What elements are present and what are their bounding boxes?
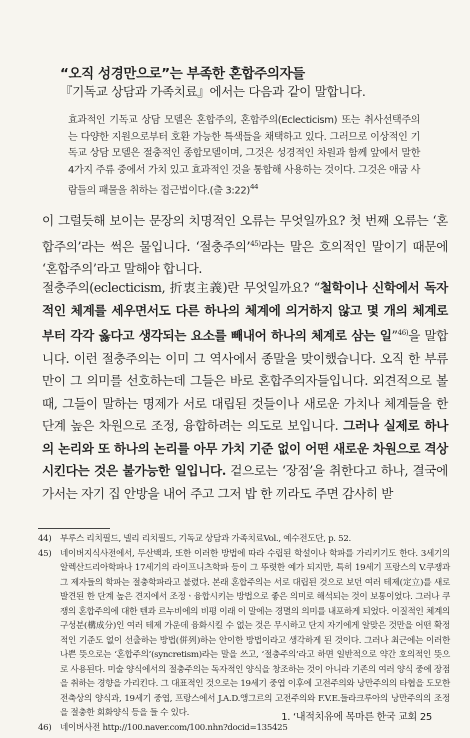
footnote-item (38, 547, 450, 721)
footnotes (38, 532, 450, 735)
para2-text-d: 을 말합니다. 이런 절충주의는 이미 그 역사에서 종말을 맞이했습니다. 오직 한 부류만이 그 의미를 선호하는데 그들은 바로 혼합주의자들입니다. 외견적으로 볼 때, 그들이 말하는 명제가 서로 대립된 것들이나 새로운 가치나 체계들을 한 단계 높은 차원으로 조정, 융합하려는 의도로 보입니다. (42, 328, 449, 434)
page-number: 25 (419, 712, 432, 723)
chapter-label: 1. ‘내적치유에 목마른 한국 교회 (281, 712, 417, 723)
para2-bold-statement: 그러나 실제로 하나의 논리와 또 하나의 논리를 아무 가치 기준 없이 어떤 새로운 차원으로 격상시킨다는 것은 불가능한 일입니다. (42, 418, 449, 479)
footnote-ref-45: 45) (250, 239, 261, 248)
footnote-text: 네이버지식사전에서, 두산백과, 또한 이러한 방법에 따라 수립된 학설이나 학파를 가리키기도 한다. 3세기의 알렉산드리아학파나 17세기의 라이프니츠학파 등이 그 뚜렷한 예가 되지만, 특히 19세기 프랑스의 V.쿠쟁과 그 제자들의 학파는 절충학파라고 불렸다. 본래 혼합주의는 서로 대립된 것으로 보던 여러 테제(定立)를 새로 발견된 한 단계 높은 견지에서 조정ㆍ융합시키는 방법으로 좋은 의미로 해석되는 것이 보통이었다. 그러나 쿠쟁의 혼합주의에 대한 텐과 르누비에의 비평 이래 이 말에는 경멸의 의미를 내포하게 되었다. 이질적인 체계의 구성분(構成分)인 여러 테제 가운데 융화시킬 수 없는 것은 무시하고 단지 자기에게 알맞은 것만을 어떤 확정적인 기준도 없이 선출하는 방법(併列)하는 안이한 방법이라고 생각하게 된 것이다. 그러나 최근에는 이러한 나쁜 뜻으로는 ‘혼합주의’(syncretism)라는 말을 쓰고, ‘절충주의’라고 하면 일반적으로 약간 호의적인 뜻으로 사용된다. 미술 양식에서의 절충주의는 독자적인 양식을 창조하는 것이 아니라 기존의 여러 양식 중에 장점을 취하는 경향을 가리킨다. 그 대표적인 것으로는 19세기 중엽 이후에 고전주의와 낭만주의의 타협을 도모한 전축상의 양식과, 19세기 중엽, 프랑스에서 J.A.D.앵그르의 고전주의와 F.V.E.들라크루아의 낭만주의의 조정을 절충한 회화양식 등을 들 수 있다. (60, 548, 451, 718)
footnote-number: 44) (38, 534, 52, 544)
intro-sentence: 『기독교 상담과 가족치료』에서는 다음과 같이 말합니다. (60, 84, 366, 99)
footnote-divider (38, 528, 110, 529)
footnote-number: 45) (38, 548, 52, 559)
para2-text-e: 겉으로는 ‘장점’을 취한다고 하나, 결국에 가서는 자기 집 안방을 내어 주고 그저 밥 한 끼라도 주면 감사히 받 (42, 463, 448, 501)
quote-text: 효과적인 기독교 상담 모델은 혼합주의, 혼합주의(Eclecticism) 또는 취사선택주의는 다양한 지원으로부터 호환 가능한 특색들을 채택하고 있다. 그러므로 이상적인 기독교 상담 모델은 절충적인 종합모델이며, 그것은 성경적인 차원과 함께 앞에서 말한 4가지 주류 중에서 가치 있고 효과적인 것을 통합해 사용하는 것이다. 그것은 애굽 사람들의 패물을 취하는 접근법이다.(출 3:22) (68, 115, 420, 197)
para2-text-a: 절충주의(eclecticism, 折衷主義)란 무엇일까요? “ (42, 280, 320, 295)
running-footer (281, 708, 432, 723)
footnote-item (38, 532, 450, 547)
footnote-ref-46: 46) (397, 329, 409, 337)
block-quote (68, 113, 420, 200)
para1-text-b: 라는 말은 호의적인 말이기 때문에 ‘혼합주의’라고 말해야 합니다. (42, 238, 449, 277)
footnote-text: 네이버사전 http://100.naver.com/100.nhn?docid=135425 (60, 722, 288, 733)
section-heading: “오직 성경만으로”는 부족한 혼합주의자들 (60, 66, 305, 82)
para2-close-quote: ” (391, 328, 398, 344)
quote-footnote-ref: 44 (249, 183, 259, 191)
para2-bold-definition: 철학이나 신학에서 독자적인 체계를 세우면서도 다른 하나의 체계에 의거하지 않고 몇 개의 체계로부터 각각 옳다고 생각되는 요소를 빼내어 하나의 체계로 삼는 일 (42, 280, 448, 344)
footnote-number: 46) (38, 722, 52, 733)
body-paragraph-2 (42, 277, 448, 505)
para1-text-a: 이 그럴듯해 보이는 문장의 치명적인 오류는 무엇일까요? 첫 번째 오류는 ‘혼합주의’라는 썩은 물입니다. ‘절충주의’ (42, 213, 448, 254)
footnote-text: 부루스 리치필드, 넬리 리치필드, 기독교 상담과 가족치료Vol., 예수전도단, p. 52. (60, 534, 351, 544)
body-paragraph-1 (42, 210, 448, 281)
